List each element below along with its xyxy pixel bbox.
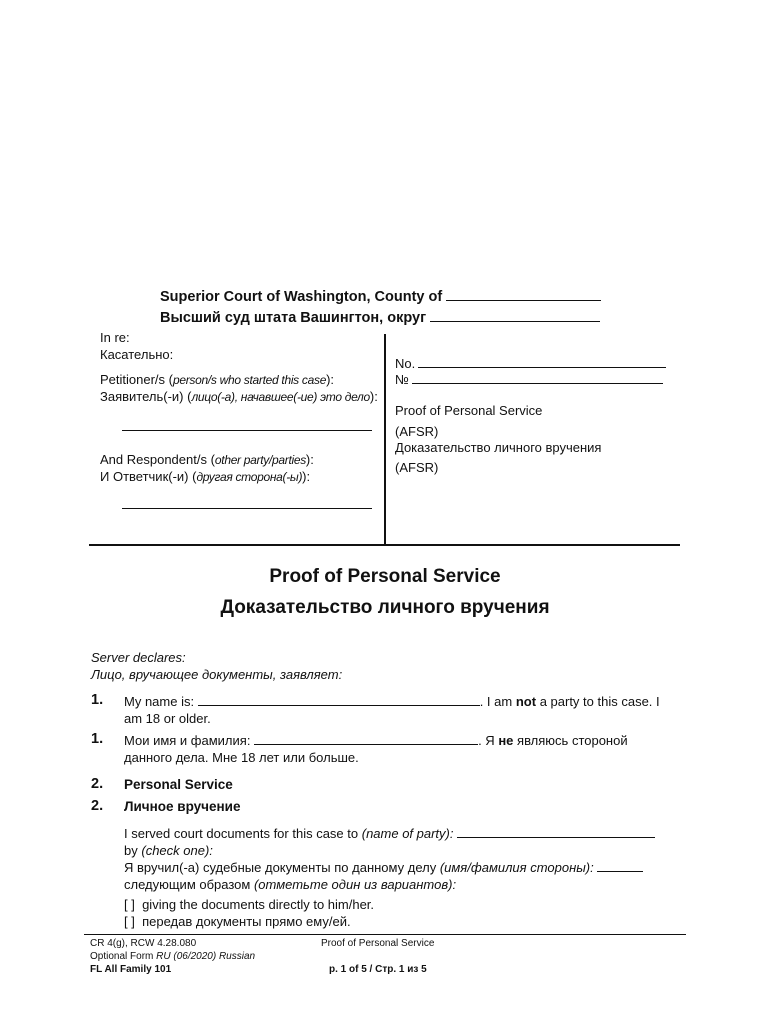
case-number-field-ru[interactable]	[412, 382, 663, 384]
petitioner-label: Petitioner/s (person/s who started this case):	[100, 372, 335, 387]
caption-bottom-rule	[89, 544, 680, 546]
footer-form-id: FL All Family 101	[90, 964, 172, 975]
section-2-heading-ru: Личное вручение	[124, 799, 241, 814]
caption-parties	[100, 330, 380, 509]
court-line-en: Superior Court of Washington, County of	[160, 287, 601, 308]
page-title-ru: Доказательство личного вручения	[220, 597, 550, 618]
section-1-number-ru: 1.	[91, 731, 104, 747]
section-2-number: 2.	[91, 776, 104, 792]
case-number-row: No.	[395, 356, 675, 372]
respondent-name-field[interactable]	[122, 507, 372, 509]
section-2-text: I served court documents for this case to (name of party): by (check one): Я вручил(-а) судебные документы по данному делу (имя/фамилия стороны): следующим образом (отметьте один из вариантов):	[124, 825, 684, 893]
caption-divider	[384, 334, 386, 545]
case-number-field[interactable]	[418, 366, 666, 368]
footer-title: Proof of Personal Service	[321, 938, 435, 949]
section-1-number: 1.	[91, 692, 104, 708]
respondent-label: And Respondent/s (other party/parties):	[100, 452, 314, 467]
petitioner-label-ru: Заявитель(-и) (лицо(-а), начавшее(-ие) это дело):	[100, 388, 378, 404]
server-name-field[interactable]	[198, 693, 480, 706]
option-direct-ru[interactable]: [ ] передав документы прямо ему/ей.	[124, 914, 351, 929]
footer-rule	[84, 934, 686, 935]
doc-title-ru: Доказательство личного вручения	[395, 440, 602, 455]
doc-abbr: (AFSR)	[395, 424, 439, 439]
page-title: Proof of Personal Service	[269, 566, 501, 587]
option-direct-checkbox-ru[interactable]: [ ]	[124, 914, 135, 929]
respondent-label-ru: И Ответчик(-и) (другая сторона(-ы)):	[100, 468, 311, 484]
county-blank[interactable]	[446, 289, 601, 301]
court-header	[160, 287, 601, 329]
court-line-ru: Высший суд штата Вашингтон, округ	[160, 308, 601, 329]
footer-page-number: p. 1 of 5 / Стр. 1 из 5	[329, 964, 427, 975]
doc-abbr-ru: (AFSR)	[395, 460, 439, 475]
in-re-label: In re:	[100, 330, 130, 345]
case-number-row-ru: №	[395, 372, 675, 388]
in-re-label-ru: Касательно:	[100, 346, 174, 362]
option-direct[interactable]: [ ] giving the documents directly to him/her.	[124, 897, 375, 912]
option-direct-checkbox[interactable]: [ ]	[124, 897, 135, 912]
party-name-field-ru[interactable]	[597, 859, 643, 872]
party-name-field[interactable]	[457, 825, 655, 838]
section-2-heading: Personal Service	[124, 777, 233, 792]
section-1-text-ru: Мои имя и фамилия: . Я не являюсь стороной данного дела. Мне 18 лет или больше.	[124, 733, 628, 765]
section-2-number-ru: 2.	[91, 798, 104, 814]
section-1-text: My name is: . I am not a party to this case. I am 18 or older.	[124, 694, 660, 726]
footer-rule-citation: CR 4(g), RCW 4.28.080	[90, 938, 197, 949]
caption-case-info	[395, 356, 675, 476]
server-name-field-ru[interactable]	[254, 732, 478, 745]
footer-form-version: Optional Form RU (06/2020) Russian	[90, 951, 256, 962]
footer-left	[90, 937, 255, 976]
service-options	[124, 896, 684, 930]
doc-title: Proof of Personal Service	[395, 403, 543, 418]
county-blank-ru[interactable]	[430, 310, 600, 322]
server-declares: Server declares: Лицо, вручающее документы, заявляет:	[91, 650, 343, 682]
